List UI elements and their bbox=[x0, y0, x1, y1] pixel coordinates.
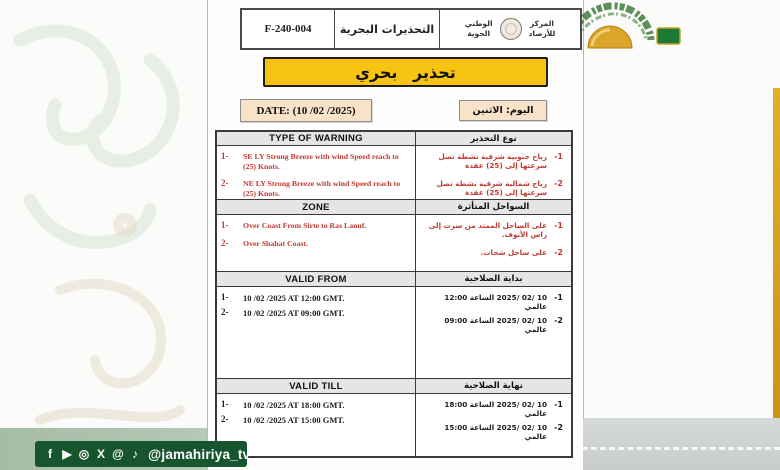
valid-till-item-ar-2: 2- 10 /02 /2025 الساعة 15:00 عالمي bbox=[444, 422, 563, 442]
type-of-warning-body-en bbox=[217, 146, 416, 199]
bottom-dashed-line bbox=[545, 447, 780, 450]
org-word: للأرصاد bbox=[528, 29, 556, 38]
org-word: المركز bbox=[529, 18, 554, 28]
date-box: DATE: (10 /02 /2025) bbox=[240, 99, 372, 122]
document-header-table bbox=[240, 8, 582, 50]
type-of-warning-header-ar: نوع التحذير bbox=[416, 132, 571, 146]
tiktok-icon: ♪ bbox=[132, 447, 138, 461]
org-name-right-stack bbox=[529, 19, 556, 39]
valid-from-body-en bbox=[217, 287, 416, 378]
page-right-edge-line bbox=[583, 0, 584, 470]
valid-till-body-ar bbox=[416, 394, 571, 456]
bottom-right-grey-band bbox=[583, 418, 780, 470]
meteorology-center-logo-icon bbox=[500, 18, 522, 40]
organization-cell bbox=[440, 10, 580, 48]
warning-item-ar-2: 2- رياح شمالية شرقية نشطة تصل سرعتها إلى (25) عقدة bbox=[436, 178, 563, 198]
valid-from-header-en: VALID FROM bbox=[217, 271, 416, 287]
zone-body-ar bbox=[416, 215, 571, 271]
social-media-bar bbox=[35, 441, 251, 467]
valid-till-item-en-1: 1- 10 /02 /2025 AT 18:00 GMT. bbox=[221, 399, 345, 410]
zone-body-en bbox=[217, 215, 416, 271]
form-code: F-240-004 bbox=[242, 10, 335, 48]
warning-item-en-2: 2- NE LY Strong Breeze with wind Speed reach to (25) Knots. bbox=[221, 178, 401, 199]
valid-till-header-en: VALID TILL bbox=[217, 378, 416, 394]
valid-till-item-ar-1: 1- 10 /02 /2025 الساعة 18:00 عالمي bbox=[444, 400, 563, 419]
org-word: الوطني bbox=[464, 18, 493, 28]
valid-from-item-ar-1: 1- 10 /02 /2025 الساعة 12:00 عالمي bbox=[444, 293, 563, 312]
valid-from-item-ar-2: 2- 10 /02 /2025 الساعة 09:00 عالمي bbox=[444, 315, 563, 335]
document-title-arabic: التحذيرات البحرية bbox=[335, 10, 440, 48]
marine-warning-banner bbox=[263, 57, 548, 87]
org-name-left-stack bbox=[465, 19, 493, 39]
org-word: الجوية bbox=[467, 29, 491, 38]
zone-item-ar-1: 1- على الساحل الممتد من سرت إلى راس الأنوف. bbox=[428, 221, 563, 240]
green-flag-icon bbox=[657, 28, 680, 44]
type-of-warning-body-ar bbox=[416, 146, 571, 199]
banner-title: تحذير بحري bbox=[355, 62, 456, 82]
page-left-edge-line bbox=[207, 0, 208, 470]
zone-item-en-1: 1- Over Coast From Sirte to Ras Lanuf. bbox=[221, 220, 367, 230]
threads-icon: @ bbox=[112, 447, 124, 461]
valid-from-item-en-2: 2- 10 /02 /2025 AT 09:00 GMT. bbox=[221, 306, 345, 318]
zone-item-ar-2: 2- على ساحل شحات. bbox=[480, 247, 563, 257]
valid-from-body-ar bbox=[416, 287, 571, 378]
zone-header-ar: السواحل المتأثرة bbox=[416, 199, 571, 215]
warning-item-en-1: 1- SE LY Strong Breeze with wind Speed reach to (25) Knots. bbox=[221, 151, 399, 171]
valid-from-header-ar: بداية الصلاحية bbox=[416, 271, 571, 287]
warning-item-ar-1: 1- رياح جنوبية شرقية نشطة تصل سرعتها إلى (25) عقدة bbox=[438, 152, 563, 171]
day-box: اليوم: الاثنين bbox=[459, 100, 547, 121]
valid-till-item-en-2: 2- 10 /02 /2025 AT 15:00 GMT. bbox=[221, 413, 345, 425]
x-twitter-icon: X bbox=[96, 447, 105, 461]
channel-handle: @jamahiriya_tv bbox=[148, 446, 251, 462]
youtube-icon: ▶ bbox=[62, 447, 72, 461]
valid-till-header-ar: نهاية الصلاحية bbox=[416, 378, 571, 394]
background-calligraphy-decoration bbox=[0, 0, 207, 470]
facebook-icon: f bbox=[48, 447, 52, 461]
instagram-icon: ◎ bbox=[78, 447, 90, 461]
valid-from-item-en-1: 1- 10 /02 /2025 AT 12:00 GMT. bbox=[221, 292, 345, 303]
right-gold-frame-bar bbox=[773, 88, 780, 418]
zone-item-en-2: 2- Over Shahat Coast. bbox=[221, 237, 309, 248]
type-of-warning-header-en: TYPE OF WARNING bbox=[217, 132, 416, 146]
warning-table bbox=[215, 130, 573, 458]
zone-header-en: ZONE bbox=[217, 199, 416, 215]
